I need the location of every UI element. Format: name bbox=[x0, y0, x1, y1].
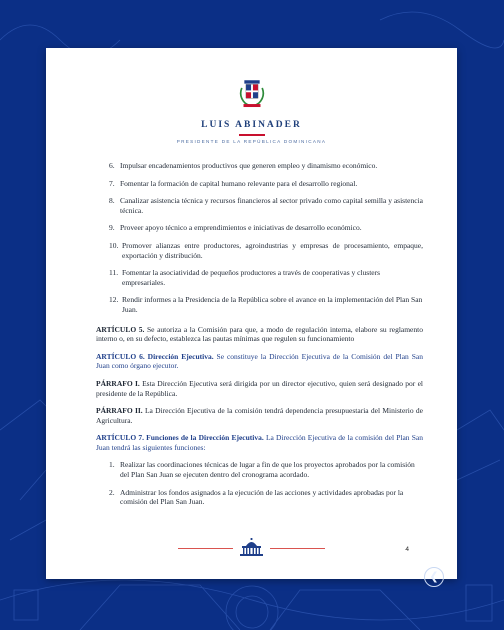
item-number: 10. bbox=[109, 240, 119, 250]
articulo-6-label: ARTÍCULO 6. Dirección Ejecutiva. bbox=[96, 351, 214, 361]
list-item bbox=[96, 161, 423, 171]
item-text: Proveer apoyo técnico a emprendimientos e iniciativas de desarrollo económico. bbox=[120, 223, 362, 233]
document-page bbox=[46, 48, 457, 579]
parrafo-1-label: PÁRRAFO I. bbox=[96, 378, 140, 388]
parrafo-1 bbox=[96, 379, 423, 398]
item-number: 2. bbox=[109, 487, 115, 497]
list-item bbox=[96, 241, 423, 260]
item-text: Realizar las coordinaciones técnicas de lugar a fin de que los proyectos aprobados por la comisión del Plan San Juan se ejecuten dentro del cronograma acordado. bbox=[120, 460, 415, 480]
national-palace-icon bbox=[239, 538, 264, 556]
list-item bbox=[96, 196, 423, 215]
item-text: Fomentar la formación de capital humano relevante para el desarrollo regional. bbox=[120, 178, 358, 188]
list-item bbox=[96, 223, 423, 233]
item-text: Canalizar asistencia técnica y recursos financieros al sector privado como capital semilla y asistencia técnica. bbox=[120, 196, 423, 215]
item-number: 6. bbox=[109, 161, 115, 170]
articulo-5-text: Se autoriza a la Comisión para que, a modo de regulación interna, elabore su reglamento interno o, en su defecto, establezca las pautas mínimas que regulen su funcionamiento bbox=[96, 324, 423, 344]
footer-line-left bbox=[178, 548, 233, 549]
articulo-7-label: ARTÍCULO 7. Funciones de la Dirección Ejecutiva. bbox=[96, 433, 264, 443]
list-item bbox=[96, 460, 423, 479]
item-text: Administrar los fondos asignados a la ejecución de las acciones y actividades aprobadas por la comisión del Plan San Juan. bbox=[120, 487, 404, 507]
item-number: 12. bbox=[109, 295, 119, 305]
articulo-7 bbox=[96, 433, 423, 452]
item-number: 9. bbox=[109, 223, 115, 233]
parrafo-1-text: Esta Dirección Ejecutiva será dirigida por un director ejecutivo, quien será designado por el presidente de la República. bbox=[96, 378, 423, 398]
articulo-6 bbox=[96, 352, 423, 371]
item-number: 8. bbox=[109, 196, 115, 206]
parrafo-2-label: PÁRRAFO II. bbox=[96, 406, 143, 416]
item-text: Fomentar la asociatividad de pequeños productores a través de cooperativas y clusters empresariales. bbox=[122, 268, 381, 287]
coat-of-arms-seal-icon bbox=[235, 76, 269, 110]
articulo-5-label: ARTÍCULO 5. bbox=[96, 324, 145, 334]
list-item bbox=[96, 488, 423, 507]
chevron-left-icon[interactable]: ❮ bbox=[424, 567, 444, 587]
page-number: 4 bbox=[405, 546, 409, 553]
president-name: LUIS ABINADER bbox=[201, 120, 302, 130]
item-number: 11. bbox=[109, 268, 119, 278]
articulo-5 bbox=[96, 325, 423, 344]
list-item bbox=[96, 179, 423, 189]
item-number: 7. bbox=[109, 178, 115, 188]
articulo-7-text: La Dirección Ejecutiva de la comisión del Plan San Juan tendrá las siguientes funciones: bbox=[96, 433, 423, 452]
letterhead bbox=[46, 76, 457, 144]
item-number: 1. bbox=[109, 460, 115, 470]
document-body bbox=[96, 161, 423, 507]
list-item bbox=[96, 295, 423, 314]
item-text: Rendir informes a la Presidencia de la República sobre el avance en la implementación del Plan San Juan. bbox=[122, 295, 423, 314]
divider bbox=[239, 134, 265, 136]
parrafo-2-text: La Dirección Ejecutiva de la comisión tendrá dependencia presupuestaria del Ministerio de Agricultura. bbox=[96, 406, 424, 425]
item-text: Impulsar encadenamientos productivos que generen empleo y dinamismo económico. bbox=[120, 161, 378, 170]
president-title: PRESIDENTE DE LA REPÚBLICA DOMINICANA bbox=[176, 138, 327, 144]
item-text: Promover alianzas entre productores, agroindustrias y empresas de procesamiento, empaque, exportación y distribución. bbox=[122, 240, 423, 260]
page-footer bbox=[46, 536, 457, 560]
list-item bbox=[96, 268, 423, 287]
parrafo-2 bbox=[96, 406, 423, 425]
articulo-6-text: Se constituye la Dirección Ejecutiva de la Comisión del Plan San Juan como órgano ejecutor. bbox=[96, 351, 423, 371]
footer-line-right bbox=[270, 548, 325, 549]
